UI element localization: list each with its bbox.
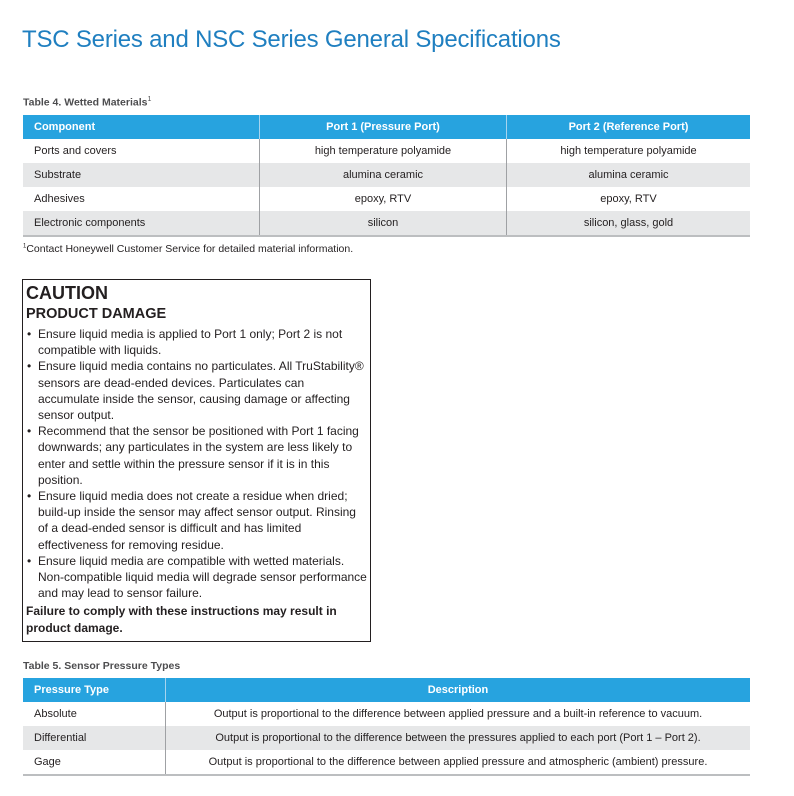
page-title: TSC Series and NSC Series General Specifications <box>22 26 561 53</box>
caution-item: • Ensure liquid media does not create a residue when dried; build-up inside the sensor may affect sensor output. Rinsing of a dead-ended sensor is difficult and has limited effectiveness for removing residue. <box>26 488 367 553</box>
table-row <box>23 750 750 775</box>
caution-subheading: PRODUCT DAMAGE <box>26 306 167 322</box>
caution-item: • Ensure liquid media contains no particulates. All TruStability® sensors are dead-ended devices. Particulates can accumulate inside the sensor, causing damage or affecting sensor output. <box>26 358 367 423</box>
table-row <box>23 726 750 750</box>
table-cell: Output is proportional to the difference between applied pressure and atmospheric (ambient) pressure. <box>166 750 751 775</box>
caution-item: • Ensure liquid media are compatible with wetted materials. Non-compatible liquid media will degrade sensor performance and may lead to sensor failure. <box>26 553 367 602</box>
table-cell: epoxy, RTV <box>260 187 507 211</box>
table-cell: Electronic components <box>23 211 260 236</box>
table-cell: epoxy, RTV <box>600 193 657 205</box>
table-4-caption-sup: 1 <box>147 96 152 103</box>
table-cell: Gage <box>23 750 166 775</box>
table-4-caption-text: Table 4. Wetted Materials <box>23 96 148 109</box>
footnote-text: Contact Honeywell Customer Service for detailed material information. <box>26 243 354 255</box>
col-header-port2: Port 2 (Reference Port) <box>507 115 751 139</box>
caution-list <box>26 326 367 601</box>
table-cell: Output is proportional to the difference between the pressures applied to each port (Port 1 – Port 2). <box>166 726 751 750</box>
col-header-component: Component <box>23 115 260 139</box>
caution-box <box>22 279 371 642</box>
table-row <box>23 139 750 163</box>
table-cell: Absolute <box>23 702 166 726</box>
col-header-port1: Port 1 (Pressure Port) <box>260 115 507 139</box>
table-4-footnote <box>23 243 353 255</box>
table-cell: Ports and covers <box>23 139 260 163</box>
table-cell: silicon, glass, gold <box>507 211 751 236</box>
table-header-row <box>23 115 750 139</box>
col-header-description: Description <box>166 678 751 702</box>
table-header-row <box>23 678 750 702</box>
table-cell: alumina ceramic <box>507 163 751 187</box>
wetted-materials-table <box>23 115 750 237</box>
caution-heading: CAUTION <box>26 283 108 303</box>
pressure-types-table <box>23 678 750 776</box>
caution-warning: Failure to comply with these instructions may result in product damage. <box>26 604 337 635</box>
table-cell: high temperature polyamide <box>560 145 697 157</box>
footnote-sup: 1 <box>23 243 27 250</box>
table-cell: high temperature polyamide <box>260 139 507 163</box>
table-cell: alumina ceramic <box>260 163 507 187</box>
table-cell: Substrate <box>23 163 260 187</box>
table-cell: Output is proportional to the difference between applied pressure and a built-in reference to vacuum. <box>213 708 703 720</box>
caution-item: • Recommend that the sensor be positioned with Port 1 facing downwards; any particulates in the system are less likely to enter and settle within the pressure sensor if it is in this position. <box>26 423 367 488</box>
caution-item: • Ensure liquid media is applied to Port 1 only; Port 2 is not compatible with liquids. <box>26 326 367 358</box>
table-cell: silicon <box>260 211 507 236</box>
table-row <box>23 163 750 187</box>
table-row <box>23 187 750 211</box>
table-row <box>23 211 750 236</box>
table-row <box>23 702 750 726</box>
table-cell: Differential <box>23 726 166 750</box>
table-cell: Adhesives <box>23 187 260 211</box>
col-header-pressure-type: Pressure Type <box>23 678 166 702</box>
table-5-caption: Table 5. Sensor Pressure Types <box>23 660 181 672</box>
table-4-caption <box>23 96 151 109</box>
